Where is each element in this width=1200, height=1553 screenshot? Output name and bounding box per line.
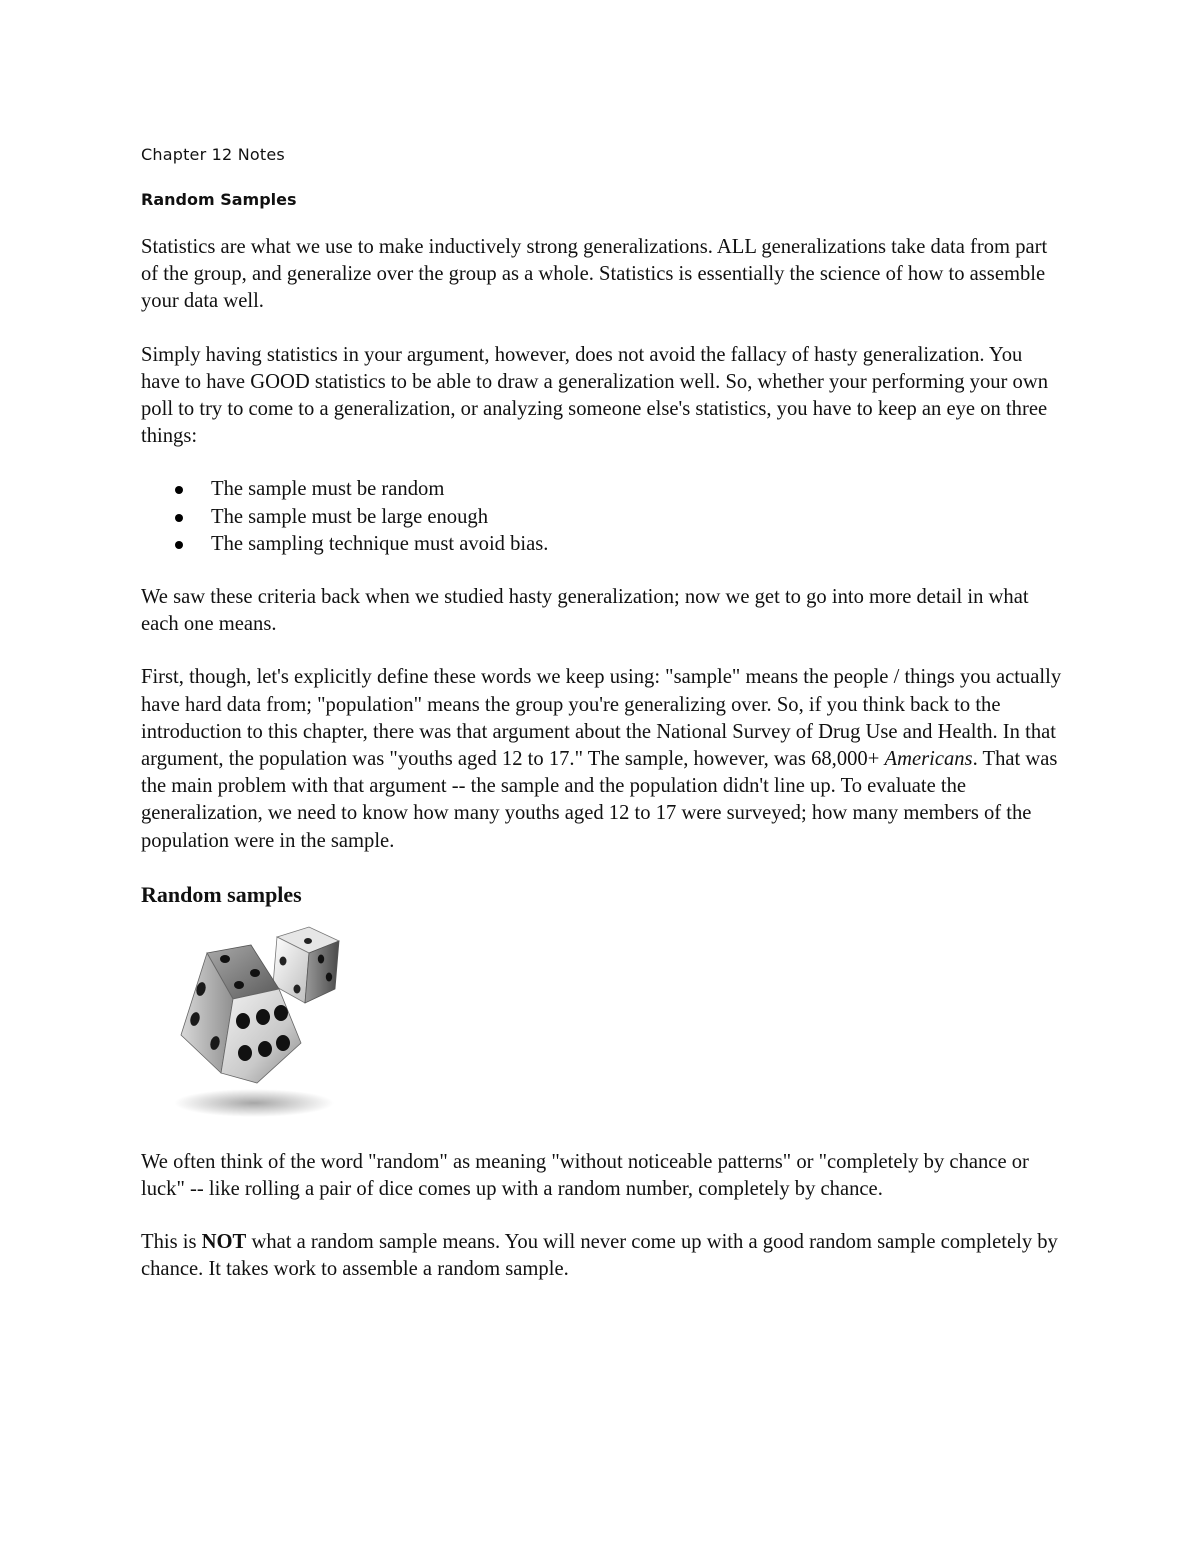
paragraph-definitions-text-2: . That was the main problem with that argument -- the sample and the population didn't line up. To evaluate the generalization, we need to know how many youths aged 12 to 17 were surveyed; how many members of the population were in the sample. [141,748,1058,852]
list-item-text: The sample must be large enough [211,505,488,528]
bold-not: NOT [201,1231,247,1254]
paragraph-not-random-text-1: This is [141,1231,202,1254]
bullet-icon [175,486,183,494]
bullet-icon [175,541,183,549]
dice-icon [159,923,349,1123]
paragraph-definitions [141,664,1066,854]
chapter-title: Chapter 12 Notes [141,145,285,164]
list-item-text: The sample must be random [211,478,445,501]
list-item [141,531,1066,558]
list-item [141,476,1066,503]
paragraph-random-meaning: We often think of the word "random" as meaning "without noticeable patterns" or "completely by chance or luck" -- like rolling a pair of dice comes up with a random number, completely by chance. [141,1150,1029,1201]
paragraph-not-random [141,1229,1066,1283]
paragraph-criteria: We saw these criteria back when we studied hasty generalization; now we get to go into more detail in what each one means. [141,586,1029,636]
italic-americans: Americans [884,748,973,771]
criteria-list [141,476,1066,558]
paragraph-hasty-generalization: Simply having statistics in your argument, however, does not avoid the fallacy of hasty generalization. You have to have GOOD statistics to be able to draw a generalization well. So, whether your performing your own poll to try to come to a generalization, or analyzing someone else's statistics, you have to keep an eye on three things: [141,343,1049,448]
paragraph-statistics-intro: Statistics are what we use to make inductively strong generalizations. ALL generalizations take data from part of the group, and generalize over the group as a whole. Statistics is essentially the science of how to assemble your data well. [141,236,1048,313]
bullet-icon [175,514,183,522]
document-body [141,140,1066,1284]
list-item [141,504,1066,531]
paragraph-definitions-text-1: First, though, let's explicitly define these words we keep using: "sample" means the people / things you actually have hard data from; "population" means the group you're generalizing over. So, if you think back to the introduction to this chapter, there was that argument about the National Survey of Drug Use and Health. In that argument, the population was "youths aged 12 to 17." The sample, however, was 68,000+ [141,666,1062,771]
subheading-random-samples: Random samples [141,881,302,907]
paragraph-not-random-text-2: what a random sample means. You will never come up with a good random sample completely by chance. It takes work to assemble a random sample. [141,1231,1058,1281]
list-item-text: The sampling technique must avoid bias. [211,532,549,555]
section-title: Random Samples [141,190,297,209]
